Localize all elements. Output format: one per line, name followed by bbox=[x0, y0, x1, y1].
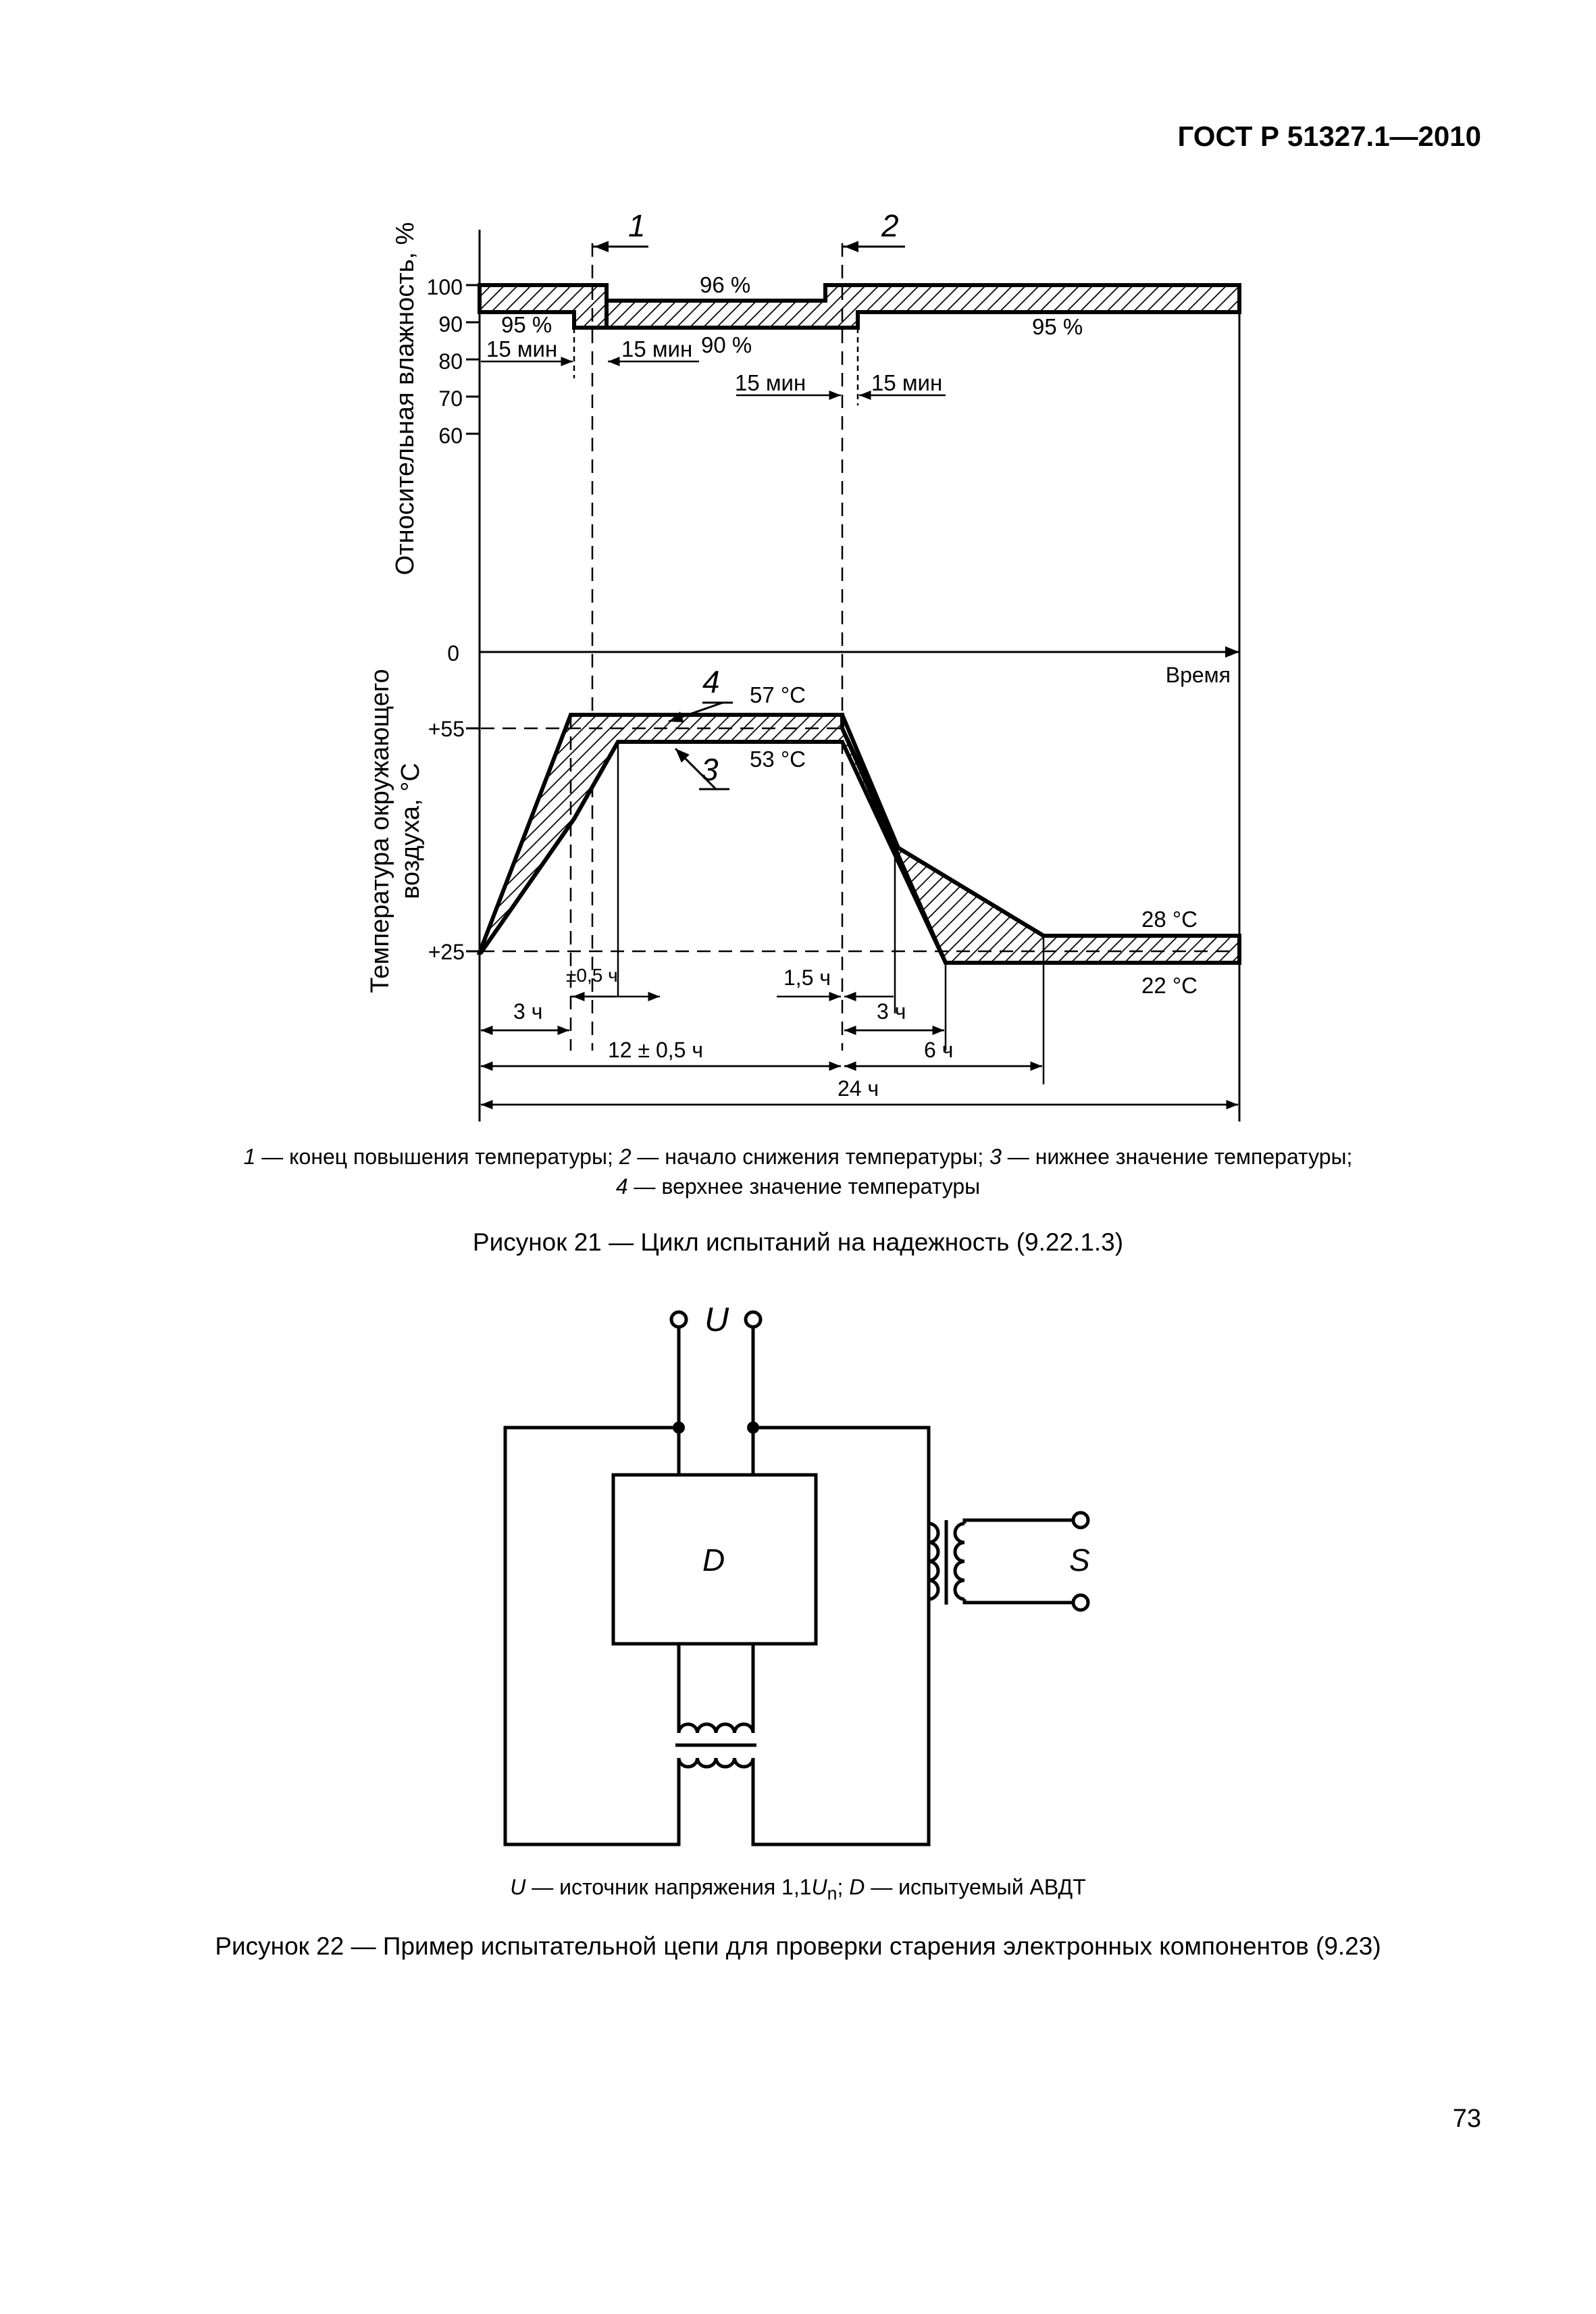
label-6h: 6 ч bbox=[924, 1038, 954, 1062]
label-15min-2: 15 мин bbox=[621, 336, 693, 361]
legend22-u2: U bbox=[811, 1875, 827, 1899]
legend22-u: U bbox=[510, 1875, 526, 1899]
callout-2: 2 bbox=[881, 208, 899, 243]
label-22c: 22 °С bbox=[1141, 973, 1198, 998]
label-15min-1: 15 мин bbox=[486, 336, 558, 361]
label-3h-right: 3 ч bbox=[877, 999, 906, 1024]
tick-100: 100 bbox=[426, 275, 463, 299]
label-1-5h: 1,5 ч bbox=[783, 965, 831, 990]
legend22-text1: — источник напряжения 1,1 bbox=[525, 1875, 812, 1899]
label-3h-left: 3 ч bbox=[513, 999, 543, 1024]
tick-70: 70 bbox=[438, 386, 463, 411]
label-D: D bbox=[702, 1542, 725, 1578]
callout-1: 1 bbox=[628, 208, 646, 243]
label-95-right: 95 % bbox=[1032, 314, 1083, 339]
tick-90: 90 bbox=[438, 312, 463, 336]
legend-num-1: 1 bbox=[243, 1145, 256, 1169]
label-57c: 57 °С bbox=[750, 682, 806, 707]
legend22-text3: — испытуемый АВДТ bbox=[865, 1875, 1086, 1899]
label-24h: 24 ч bbox=[838, 1076, 879, 1101]
figure-22-legend bbox=[0, 1875, 1596, 1904]
callout-4: 4 bbox=[702, 664, 720, 699]
temperature-axis-label-line2: воздуха, °С bbox=[396, 763, 425, 899]
temperature-axis-label-line1: Температура окружающего bbox=[366, 669, 394, 993]
legend-text-3: — нижнее значение температуры; bbox=[1001, 1145, 1353, 1169]
callout-3: 3 bbox=[701, 752, 719, 787]
tick-80: 80 bbox=[438, 349, 463, 374]
tick-plus55: +55 bbox=[428, 717, 465, 741]
legend-num-4: 4 bbox=[615, 1174, 628, 1199]
label-15min-3: 15 мин bbox=[735, 370, 806, 395]
tick-zero: 0 bbox=[447, 641, 459, 665]
legend-num-2: 2 bbox=[619, 1145, 632, 1169]
label-12h: 12 ± 0,5 ч bbox=[608, 1038, 703, 1062]
document-header: ГОСТ Р 51327.1—2010 bbox=[1177, 120, 1481, 152]
label-28c: 28 °С bbox=[1141, 907, 1198, 932]
label-U: U bbox=[704, 1301, 729, 1338]
legend22-sub: n bbox=[827, 1883, 838, 1904]
legend-num-3: 3 bbox=[989, 1145, 1002, 1169]
legend-text-2: — начало снижения температуры; bbox=[631, 1145, 990, 1169]
figure-21-caption: Рисунок 21 — Цикл испытаний на надежность (9.22.1.3) bbox=[472, 1228, 1124, 1256]
legend-text-1: — конец повышения температуры; bbox=[255, 1145, 619, 1169]
legend22-text2: ; bbox=[837, 1875, 850, 1899]
tick-60: 60 bbox=[438, 424, 463, 448]
page-number: 73 bbox=[1452, 2105, 1481, 2133]
label-53c: 53 °С bbox=[750, 747, 806, 772]
figure-22-caption: Рисунок 22 — Пример испытательной цепи для проверки старения электронных компонентов (9.23) bbox=[215, 1932, 1381, 1960]
label-pm05: ±0,5 ч bbox=[566, 965, 618, 986]
tick-plus25: +25 bbox=[428, 940, 465, 964]
label-96: 96 % bbox=[700, 272, 751, 297]
label-95-left: 95 % bbox=[501, 312, 552, 337]
humidity-axis-label: Относительная влажность, % bbox=[391, 222, 419, 576]
legend22-d: D bbox=[849, 1875, 865, 1899]
time-axis-label: Время bbox=[1165, 663, 1231, 687]
label-15min-4: 15 мин bbox=[871, 370, 943, 395]
label-S: S bbox=[1069, 1542, 1090, 1578]
legend-text-4: — верхнее значение температуры bbox=[627, 1174, 981, 1199]
label-90: 90 % bbox=[701, 332, 752, 357]
